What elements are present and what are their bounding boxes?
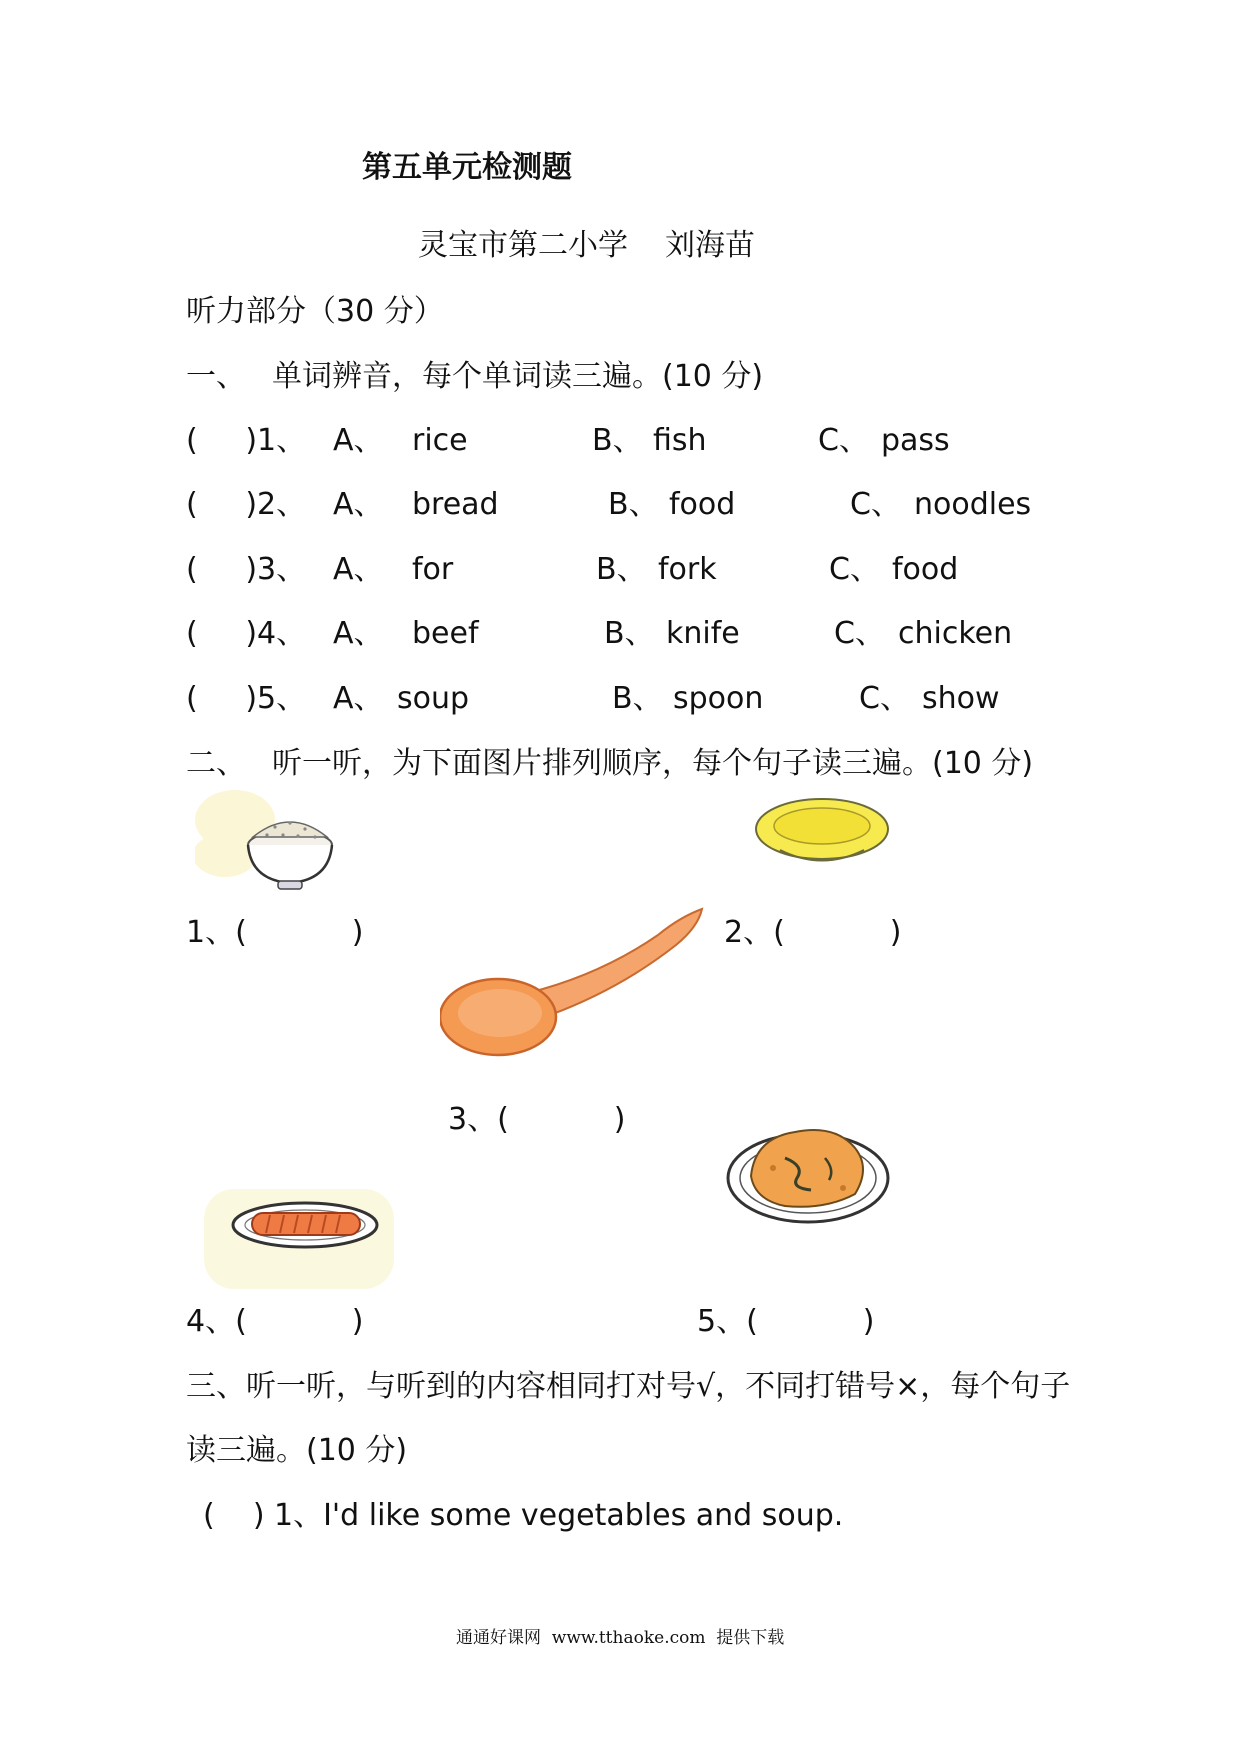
row-number: 1、 [257, 423, 307, 458]
row-number: 4、 [257, 616, 307, 651]
author-school: 灵宝市第二小学 [418, 228, 628, 263]
author-name: 刘海苗 [665, 228, 755, 263]
option-a-label: A、 [333, 423, 384, 458]
option-a-label: A、 [333, 681, 384, 716]
row-number: 2、 [257, 487, 307, 522]
order-blank-1[interactable]: 1、( ) [186, 915, 364, 950]
row-number: 5、 [257, 681, 307, 716]
order-blank-5[interactable]: 5、( ) [697, 1304, 875, 1339]
answer-paren[interactable]: ( ) [186, 681, 258, 716]
option-b-label: B、 [592, 423, 643, 458]
order-blank-4[interactable]: 4、( ) [186, 1304, 364, 1339]
option-b-word: knife [666, 616, 740, 651]
option-b-word: fish [653, 423, 707, 458]
option-a-label: A、 [333, 487, 384, 522]
option-c-label: C、 [850, 487, 901, 522]
option-c-label: C、 [829, 552, 880, 587]
page-title: 第五单元检测题 [362, 150, 572, 185]
answer-paren[interactable]: ( ) [203, 1498, 265, 1533]
order-blank-3[interactable]: 3、( ) [448, 1102, 626, 1137]
section2-number: 二、 [186, 746, 246, 781]
answer-paren[interactable]: ( ) [186, 616, 258, 651]
answer-paren[interactable]: ( ) [186, 552, 258, 587]
option-b-label: B、 [596, 552, 647, 587]
option-a-label: A、 [333, 616, 384, 651]
option-a-word: bread [412, 487, 499, 522]
option-b-word: spoon [673, 681, 764, 716]
rice-bowl-picture [195, 785, 355, 895]
option-a-label: A、 [333, 552, 384, 587]
option-a-word: for [412, 552, 454, 587]
option-c-label: C、 [834, 616, 885, 651]
option-b-word: fork [658, 552, 717, 587]
option-c-label: C、 [859, 681, 910, 716]
option-b-word: food [669, 487, 736, 522]
chicken-plate-picture [725, 1118, 895, 1228]
item-sentence: 1、I'd like some vegetables and soup. [274, 1498, 844, 1533]
option-a-word: rice [412, 423, 468, 458]
order-blank-2[interactable]: 2、( ) [724, 915, 902, 950]
option-c-label: C、 [818, 423, 869, 458]
option-c-word: noodles [914, 487, 1032, 522]
spoon-picture [440, 905, 710, 1065]
section2-instruction: 听一听，为下面图片排列顺序，每个句子读三遍。(10 分) [272, 746, 1034, 781]
option-b-label: B、 [612, 681, 663, 716]
option-c-word: food [892, 552, 959, 587]
soup-plate-picture [752, 795, 892, 870]
option-a-word: beef [412, 616, 479, 651]
footer-credit: 通通好课网 www.tthaoke.com 提供下载 [456, 1628, 785, 1648]
section1-instruction: 单词辨音，每个单词读三遍。(10 分) [272, 359, 764, 394]
option-c-word: chicken [898, 616, 1013, 651]
answer-paren[interactable]: ( ) [186, 423, 258, 458]
row-number: 3、 [257, 552, 307, 587]
answer-paren[interactable]: ( ) [186, 487, 258, 522]
listening-header: 听力部分（30 分） [186, 294, 444, 329]
section3-instruction-line1: 三、听一听，与听到的内容相同打对号√，不同打错号×，每个句子 [186, 1369, 1071, 1404]
option-b-label: B、 [608, 487, 659, 522]
section1-number: 一、 [186, 359, 246, 394]
section3-instruction-line2: 读三遍。(10 分) [186, 1433, 408, 1468]
option-c-word: pass [881, 423, 950, 458]
option-a-word: soup [397, 681, 470, 716]
option-b-label: B、 [604, 616, 655, 651]
fish-plate-picture [200, 1185, 400, 1295]
option-c-word: show [922, 681, 1000, 716]
